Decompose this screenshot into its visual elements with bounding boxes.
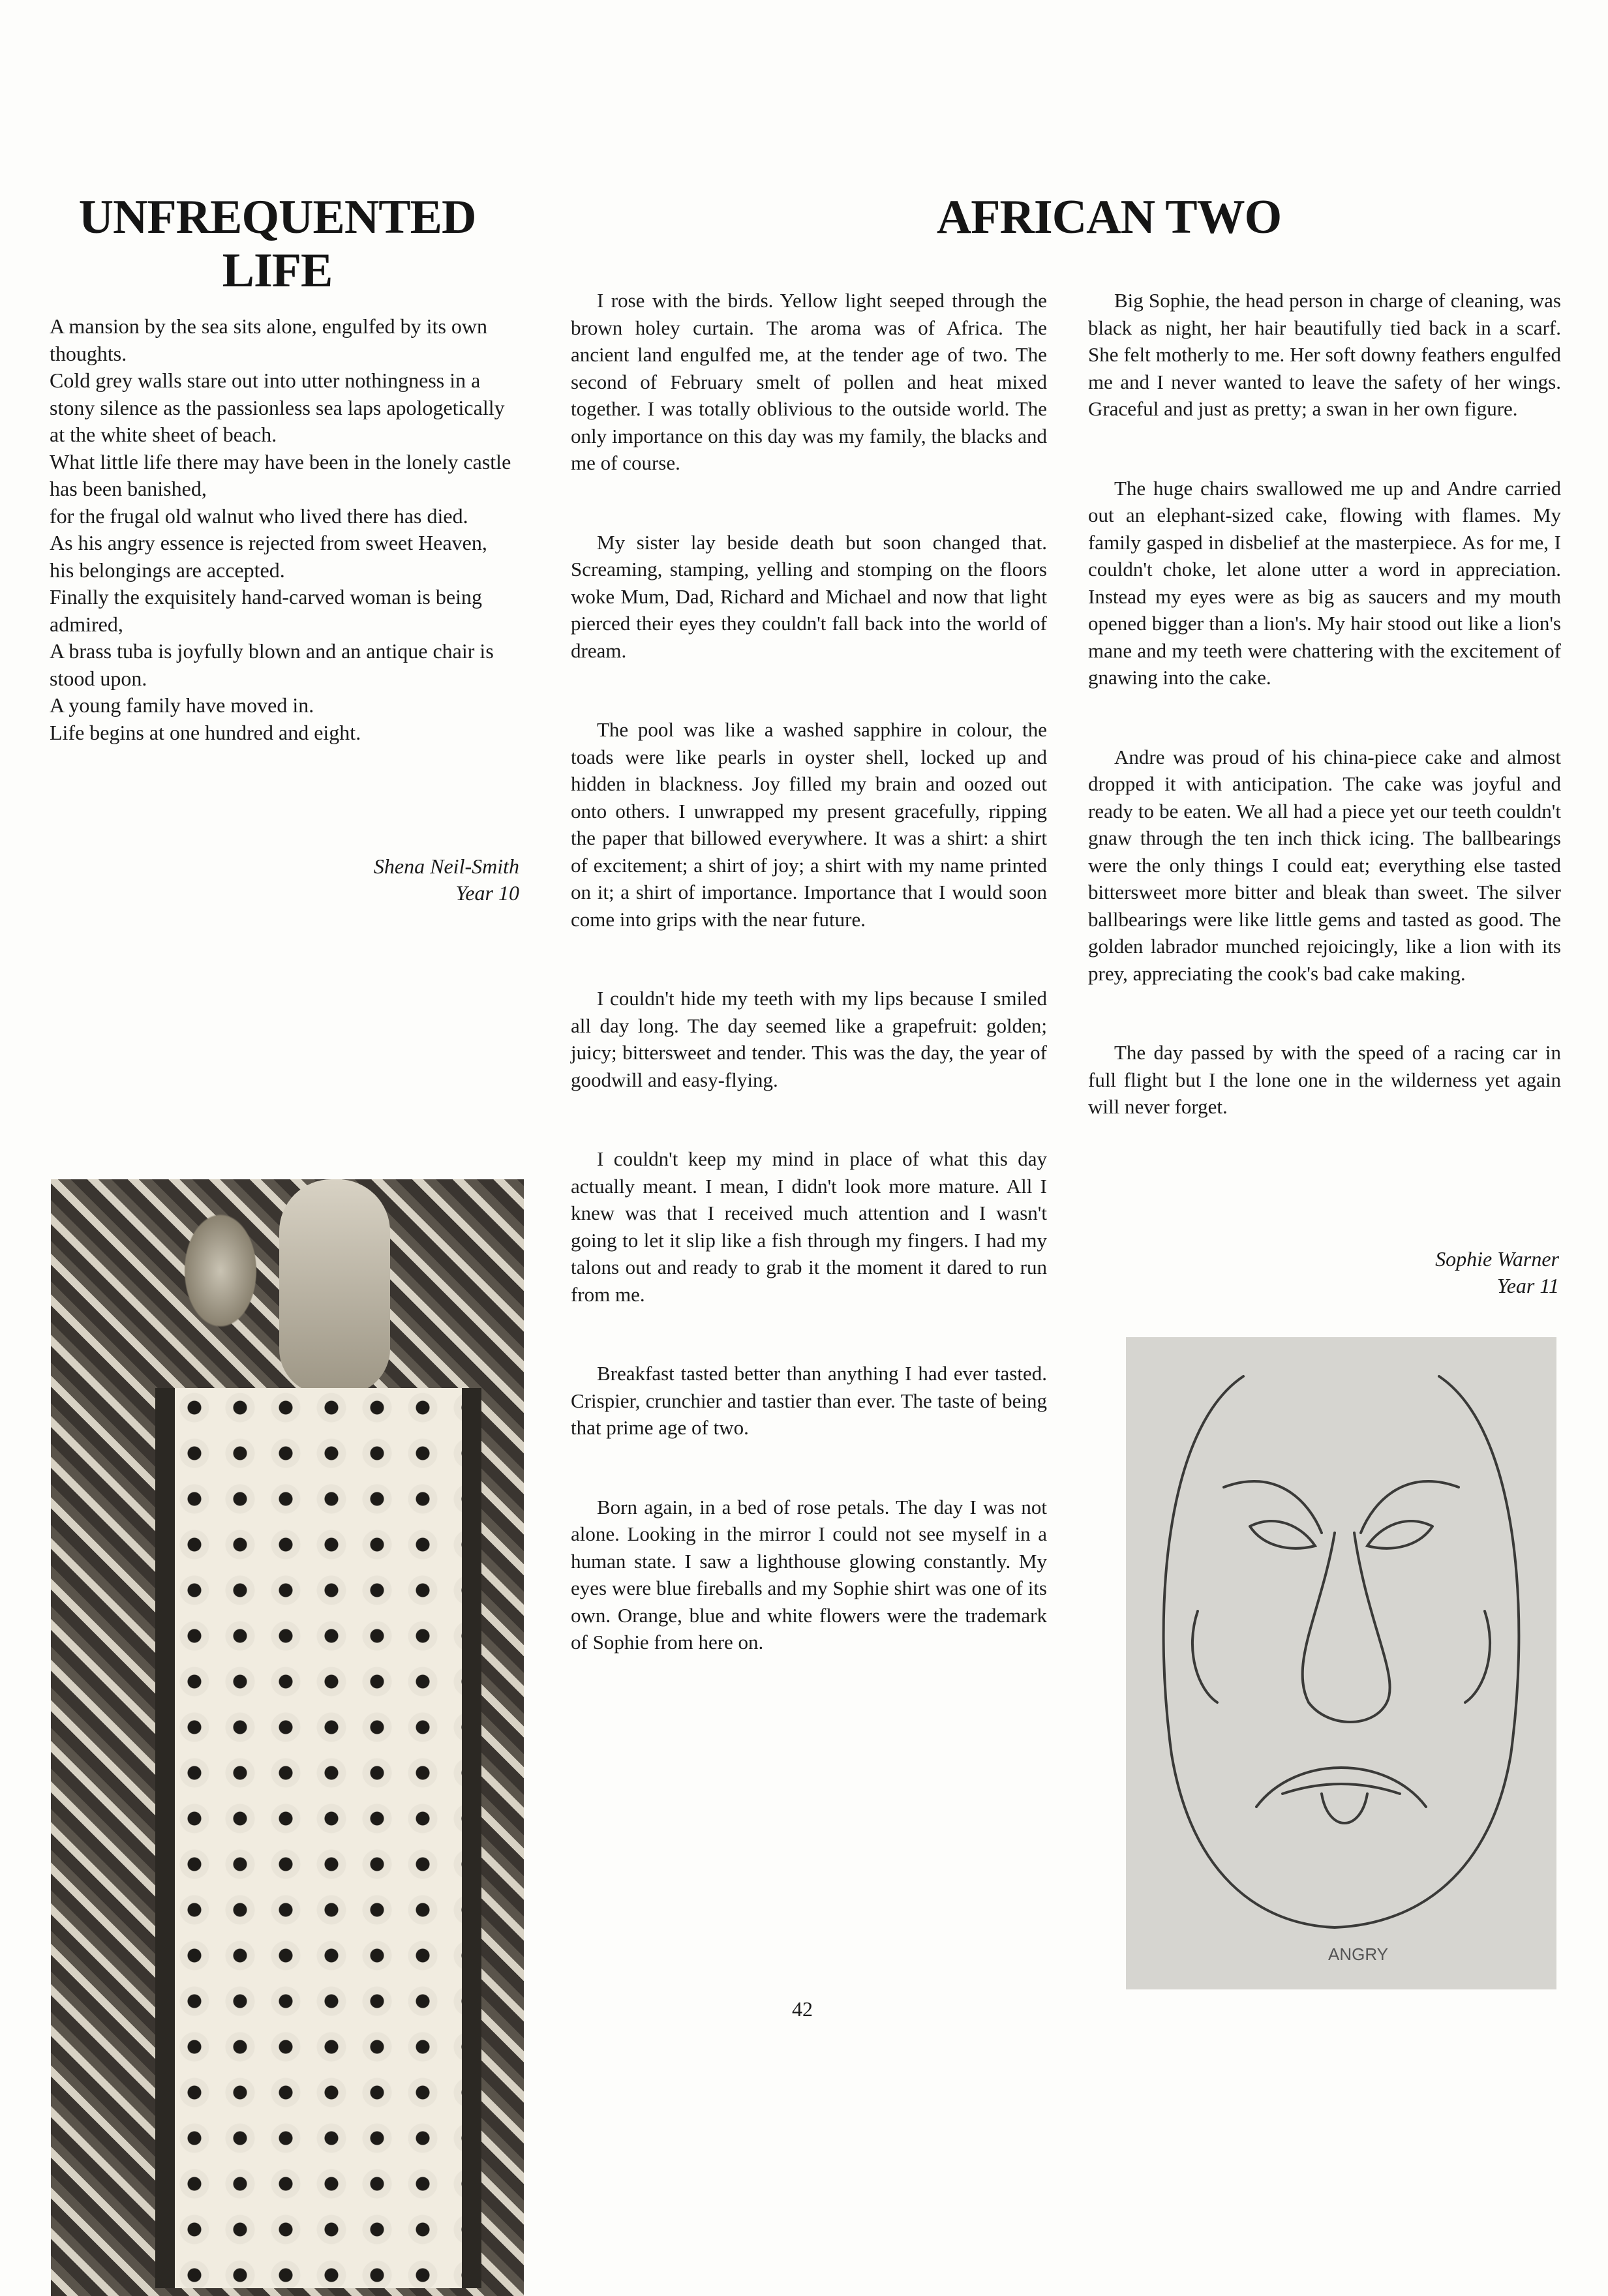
poem-line: As his angry essence is rejected from sweet Heaven, [50,531,487,554]
sketch-caption: ANGRY [1328,1944,1388,1964]
puppet-photo [51,1179,524,2296]
poem-line: A young family have moved in. [50,693,314,717]
poem-line: What little life there may have been in the lonely castle has been banished, [50,449,511,500]
story-author: Sophie Warner [1435,1247,1559,1271]
puppet-head [279,1179,390,1395]
poem-line: Life begins at one hundred and eight. [50,720,361,744]
story-paragraph: The pool was like a washed sapphire in colour, the toads were like pearls in oyster shell, locked up and hidden in blackness. Joy filled my brain and oozed out onto others. I unwrapped my present gracefully, ripping the paper that billowed everywhere. It was a shirt: a shirt of excitement; a shirt of joy; a shirt with my name printed on it; a shirt of importance. Importance that I would soon come into grips with the near future. [571,718,1047,931]
story-paragraph: My sister lay beside death but soon changed that. Screaming, stamping, yelling and stomping on the floors woke Mum, Dad, Richard and Michael and now that light pierced their eyes they couldn't fall back into the world of dream. [571,530,1047,662]
story-paragraph: Breakfast tasted better than anything I had ever tasted. Crispier, crunchier and tastier than ever. The taste of being that prime age of two. [571,1362,1047,1439]
poem-author: Shena Neil-Smith [373,854,519,878]
poem-line: A brass tuba is joyfully blown and an antique chair is stood upon. [50,639,494,690]
angry-face-sketch [1126,1337,1556,1989]
story-paragraph: I rose with the birds. Yellow light seeped through the brown holey curtain. The aroma was of Africa. The ancient land engulfed me, at the tender age of two. The second of February smelt of pollen and heat mixed together. I was totally oblivious to the outside world. The only importance on this day was my family, the blacks and me of course. [571,289,1047,474]
story-year: Year 11 [1496,1274,1559,1297]
story-column-left [571,287,1047,1708]
puppet-robe [155,1388,481,2288]
poem-year: Year 10 [455,881,519,905]
poem-line: Finally the exquisitely hand-carved woman is being admired, [50,585,482,636]
story-paragraph: Andre was proud of his china-piece cake and almost dropped it with anticipation. The cake was joyful and ready to be eaten. We all had a piece yet our teeth couldn't gnaw through the ten inch thick icing. The ballbearings were the only things I could eat; everything else tasted bittersweet more bitter and bleak than sweet. The silver ballbearings were like little gems and tasted as good. The golden labrador munched rejoicingly, like a lion with its prey, appreciating the cook's bad cake making. [1088,745,1561,985]
story-paragraph: I couldn't keep my mind in place of what this day actually meant. I mean, I didn't look more mature. All I knew was that I received much attention and I wasn't going to let it slip like a fish through my fingers. I had my talons out and ready to grab it the moment it dared to run from me. [571,1147,1047,1306]
poem-body [50,313,519,746]
sketch-drawing [1126,1337,1556,1989]
poem-line: stony silence as the passionless sea laps apologetically at the white sheet of beach. [50,395,505,446]
story-paragraph: The day passed by with the speed of a racing car in full flight but I the lone one in the wilderness yet again will never forget. [1088,1041,1561,1118]
page-number: 42 [792,1997,813,2021]
story-byline [1305,1246,1559,1299]
poem-title: UNFREQUENTED LIFE [78,190,476,297]
poem-line: his belongings are accepted. [50,558,285,582]
story-paragraph: Big Sophie, the head person in charge of cleaning, was black as night, her hair beautifully tied back in a scarf. She felt motherly to me. Her soft downy feathers engulfed me and I never wanted to leave the safety of her wings. Graceful and just as pretty; a swan in her own figure. [1088,289,1561,420]
story-paragraph: Born again, in a bed of rose petals. The day I was not alone. Looking in the mirror I could not see myself in a human state. I saw a lighthouse glowing constantly. My eyes were blue fireballs and my Sophie shirt was one of its own. Orange, blue and white flowers were the trademark of Sophie from here on. [571,1495,1047,1654]
story-paragraph: I couldn't hide my teeth with my lips because I smiled all day long. The day seemed like a grapefruit: golden; juicy; bittersweet and tender. This was the day, the year of goodwill and easy-flying. [571,987,1047,1091]
poem-line: Cold grey walls stare out into utter nothingness in a [50,369,481,392]
poem-line: for the frugal old walnut who lived there has died. [50,504,468,528]
poem-byline [274,853,519,907]
poem-line: A mansion by the sea sits alone, engulfed by its own thoughts. [50,314,488,365]
story-column-right [1088,287,1561,1173]
story-title: AFRICAN TWO [936,190,1282,244]
story-paragraph: The huge chairs swallowed me up and Andre carried out an elephant-sized cake, flowing with flames. My family gasped in disbelief at the masterpiece. As for me, I couldn't choke, let alone utter a word in appreciation. Instead my eyes were as big as saucers and my mouth opened bigger than a lion's. My hair stood out like a lion's mane and my teeth were chattering with the excitement of gnawing into the cake. [1088,476,1561,689]
